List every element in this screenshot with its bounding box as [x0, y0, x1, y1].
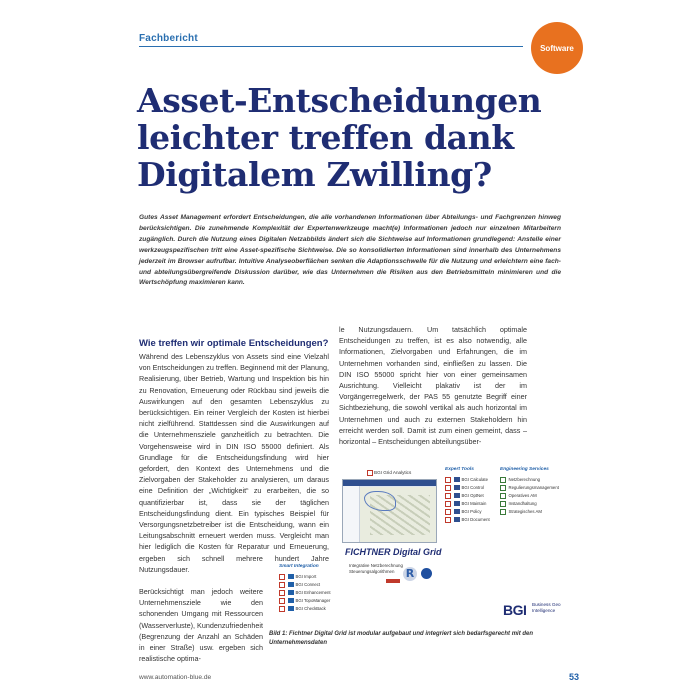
expert-tool-item: BGI Control: [445, 485, 484, 491]
checkbox-icon: [500, 509, 506, 515]
checkbox-icon: [445, 493, 451, 499]
body-paragraph: le Nutzungsdauern. Um tatsächlich optimale Entscheidungen zu treffen, ist es also notwendig, alle Informationen, Zielvorgaben und Erfahrungen, die im Unternehmen vorhanden sind, einfließen zu lassen. Die DIN ISO 55000 spricht hier von einer gemeinsamen Ausrichtung. Vielleicht plakativ ist der im Vorgängerregelwerk, der PAS 55 genutzte Begriff einer Sichtbeziehung, die sowohl vertikal als auch horizontal im Unternehmen und auch zu externen Stakeholdern hin erreicht werden soll. Damit ist zum einen gemeint, dass – horizontal – Entscheidungen abteilungsüber-: [339, 325, 527, 447]
module-icon: [454, 493, 460, 498]
integration-label: Integrative Netzberechnung Steuerungsalgorithmen: [349, 563, 403, 574]
engineering-item: Instandhaltung: [500, 501, 537, 507]
module-icon: [288, 598, 294, 603]
module-icon: [454, 517, 460, 522]
expert-tool-item: BGI OptNet: [445, 493, 484, 499]
checkbox-icon: [279, 582, 285, 588]
checkbox-icon: [279, 574, 285, 580]
smart-integration-title: Smart Integration: [279, 564, 319, 569]
expert-tool-item: BGI Document: [445, 517, 490, 523]
checkbox-icon: [279, 598, 285, 604]
checkbox-icon: [445, 485, 451, 491]
module-icon: [454, 501, 460, 506]
checkbox-icon: [445, 477, 451, 483]
body-column-2: [339, 324, 527, 447]
module-icon: [288, 582, 294, 587]
category-badge: Software: [531, 22, 583, 74]
section-label: Fachbericht: [139, 33, 198, 44]
expert-tool-item: BGI Policy: [445, 509, 482, 515]
module-icon: [454, 477, 460, 482]
checkbox-icon: [445, 517, 451, 523]
smart-item: BGI CheckBack: [279, 606, 326, 612]
checkbox-icon: [279, 606, 285, 612]
partner-logo-icon: [386, 579, 400, 583]
product-diagram: [269, 465, 569, 629]
article-lead: Gutes Asset Management erfordert Entscheidungen, die alle vorhandenen Informationen über Abteilungs- und Fachgrenzen hinweg berücksichtigen. Die zunehmende Komplexität der Expertenwerkzeuge macht(e) Informationen jedoch nur einzelnen Mitarbeitern zugänglich. Durch die Nutzung eines Digitalen Netzabbilds ändert sich die Sichtweise auf Informationen grundlegend: Anstelle einer werkzeugspezifischen tritt eine Asset-spezifische Sichtweise. Die so konsolidierten Informationen sind innerhalb des Unternehmens jederzeit im Browser aufrufbar. Intuitive Analyseoberflächen senken die Adaptionsschwelle für die Nutzung und erleichtern eine fach- und abteilungsübergreifende Diskussion darüber, wie das Unternehmen die Risiken aus den Betriebsmitteln minimieren und die Wertschöpfung maximieren kann.: [139, 214, 561, 287]
map-view: [360, 487, 436, 542]
engineering-item: Strategisches AM: [500, 509, 542, 515]
smart-item: BGI Import: [279, 574, 316, 580]
checkbox-icon: [279, 590, 285, 596]
engineering-services-title: Engineering Services: [500, 467, 549, 472]
checkbox-icon: [500, 501, 506, 507]
module-icon: [288, 574, 294, 579]
engineering-item: Operatives AM: [500, 493, 537, 499]
grid-analytics-label: BGI Grid Analytics: [374, 470, 412, 475]
screenshot-sidebar: [343, 486, 360, 542]
r-logo-icon: R: [403, 567, 417, 581]
module-icon: [454, 509, 460, 514]
checkbox-icon: [445, 501, 451, 507]
section-divider: [139, 46, 523, 47]
bgi-subtitle: Business Geo Intelligence: [532, 602, 561, 613]
engineering-item: Netzberechnung: [500, 477, 540, 483]
bgi-logo: BGI: [503, 602, 527, 618]
page-number: 53: [569, 672, 580, 682]
expert-tool-item: BGI Maintain: [445, 501, 486, 507]
partner-circle-icon: [421, 568, 432, 579]
checkbox-icon: [500, 477, 506, 483]
smart-item: BGI Enhancement: [279, 590, 331, 596]
checkbox-icon: [500, 493, 506, 499]
expert-tools-title: Expert Tools: [445, 467, 474, 472]
product-name: FICHTNER Digital Grid: [345, 547, 442, 557]
footer-url: www.automation-blue.de: [139, 674, 212, 681]
article-headline: Asset-Entscheidungen leichter treffen dank Digitalem Zwilling?: [137, 81, 542, 194]
software-screenshot: [342, 479, 437, 543]
body-paragraph-continued: Berücksichtigt man jedoch weitere Unternehmensziele wie den schonenden Umgang mit Ressourcen (Wasserverluste), Kundenzufriedenheit (Begrenzung der Anzahl an Schäden in einer Straße) usw. ergeben sich realistische optima-: [139, 587, 263, 664]
smart-item: BGI Connect: [279, 582, 320, 588]
module-icon: [454, 485, 460, 490]
figure-caption: Bild 1: Fichtner Digital Grid ist modular aufgebaut und integriert sich bedarfsgerecht mit den Unternehmensdaten: [269, 631, 534, 646]
smart-item: BGI TopoManager: [279, 598, 330, 604]
engineering-item: Regulierungsmanagement: [500, 485, 559, 491]
checkbox-icon: [500, 485, 506, 491]
body-paragraph: Während des Lebenszyklus von Assets sind eine Vielzahl von Entscheidungen zu treffen. Beginnend mit der Planung, Realisierung, über Betrieb, Wartung und Inspektion bis hin zu Renovation, Erneuerung oder Rückbau sind jeweils die Auswirkungen auf den gesamten Lebenszyklus zu berücksichtigen. Ein reiner Vergleich der Kosten ist hierbei nicht zielführend. Stattdessen sind die Auswirkungen auf die Unternehmensziele ganzheitlich zu betrachten. Die Vorgehensweise wird in DIN ISO 55000 definiert. Als Grundlage für die Entscheidungsfindung wird hier gefordert, den Kontext des Unternehmens und die Zielvorgaben der Stakeholder zu analysieren, um daraus eine Definition der „Wichtigkeit“ zu erarbeiten, die so quantifizierbar ist, dass sie der täglichen Entscheidungsfindung dient. Ein typisches Beispiel für Versorgungsnetzbetreiber ist die Entscheidung, wann ein Leitungsabschnitt erneuert werden muss. Vergleicht man hier lediglich die Kosten für Reparatur und Erneuerung, ergeben sich schnell mehrere hundert Jahre Nutzungsdauer.: [139, 352, 329, 574]
expert-tool-item: BGI Calculate: [445, 477, 488, 483]
checkbox-icon: [367, 470, 373, 476]
module-icon: [288, 606, 294, 611]
checkbox-icon: [445, 509, 451, 515]
module-icon: [288, 590, 294, 595]
section-heading: Wie treffen wir optimale Entscheidungen?: [139, 338, 329, 349]
